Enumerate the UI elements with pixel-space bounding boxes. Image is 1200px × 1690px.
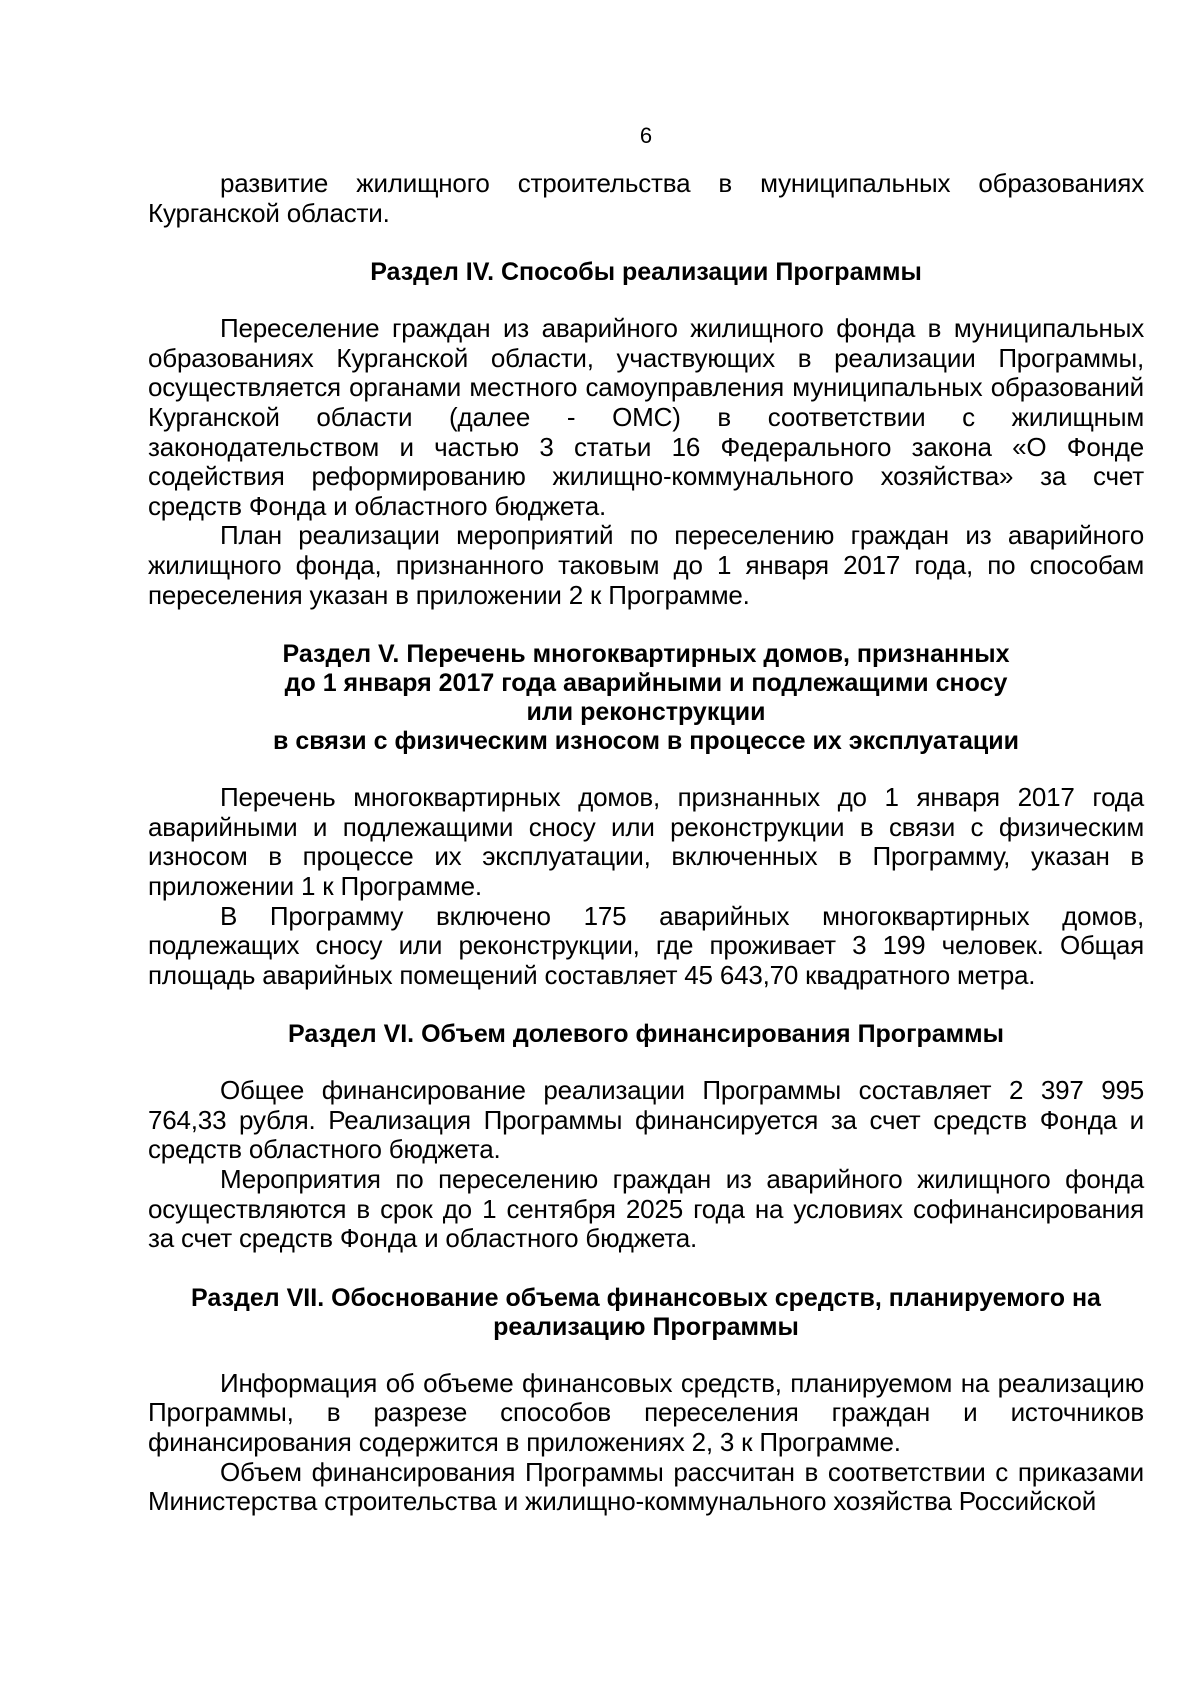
section-7-heading [148,1284,1144,1342]
section-4-paragraph-2: План реализации мероприятий по переселению граждан из аварийного жилищного фонда, признанного таковым до 1 января 2017 года, по способам переселения указан в приложении 2 к Программе. [148,520,1144,610]
section-6-paragraph-2: Мероприятия по переселению граждан из аварийного жилищного фонда осуществляются в срок до 1 сентября 2025 года на условиях софинансирования за счет средств Фонда и областного бюджета. [148,1164,1144,1254]
section-4-paragraph-1: Переселение граждан из аварийного жилищного фонда в муниципальных образованиях Курганской области, участвующих в реализации Программы, осуществляется органами местного самоуправления муниципальных образований Курганской области (далее - ОМС) в соответствии с жилищным законодательством и частью 3 статьи 16 Федерального закона «О Фонде содействия реформированию жилищно-коммунального хозяйства» за счет средств Фонда и областного бюджета. [148,313,1144,521]
section-6-paragraph-1: Общее финансирование реализации Программы составляет 2 397 995 764,33 рубля. Реализация Программы финансируется за счет средств Фонда и средств областного бюджета. [148,1075,1144,1165]
section-7-paragraph-2: Объем финансирования Программы рассчитан в соответствии с приказами Министерства строительства и жилищно-коммунального хозяйства Российской [148,1456,1144,1517]
section-7-paragraph-1: Информация об объеме финансовых средств, планируемом на реализацию Программы, в разрезе способов переселения граждан и источников финансирования содержится в приложениях 2, 3 к Программе. [148,1367,1144,1458]
section-5-paragraph-2: В Программу включено 175 аварийных многоквартирных домов, подлежащих сносу или реконструкции, где проживает 3 199 человек. Общая площадь аварийных помещений составляет 45 643,70 квадратного метра. [148,900,1144,990]
section-7-heading-line: реализацию Программы [493,1312,799,1341]
section-5-heading [148,640,1144,756]
section-5-heading-line: или реконструкции [526,698,766,727]
section-5-heading-line: в связи с физическим износом в процессе их эксплуатации [273,727,1019,756]
section-5-heading-line: Раздел V. Перечень многоквартирных домов, признанных [282,640,1010,669]
section-4-heading: Раздел IV. Способы реализации Программы [370,258,922,287]
page-number: 6 [639,123,653,148]
section-5-paragraph-1: Перечень многоквартирных домов, признанных до 1 января 2017 года аварийными и подлежащими сносу или реконструкции в связи с физическим износом в процессе их эксплуатации, включенных в Программу, указан в приложении 1 к Программе. [148,782,1144,901]
section-5-heading-line: до 1 января 2017 года аварийными и подлежащими сносу [284,669,1008,698]
document-body [148,169,1144,1517]
section-6-heading: Раздел VI. Объем долевого финансирования Программы [287,1020,1004,1049]
section-7-heading-line: Раздел VII. Обоснование объема финансовых средств, планируемого на [191,1283,1101,1312]
intro-paragraph: развитие жилищного строительства в муниципальных образованиях Курганской области. [148,168,1144,228]
